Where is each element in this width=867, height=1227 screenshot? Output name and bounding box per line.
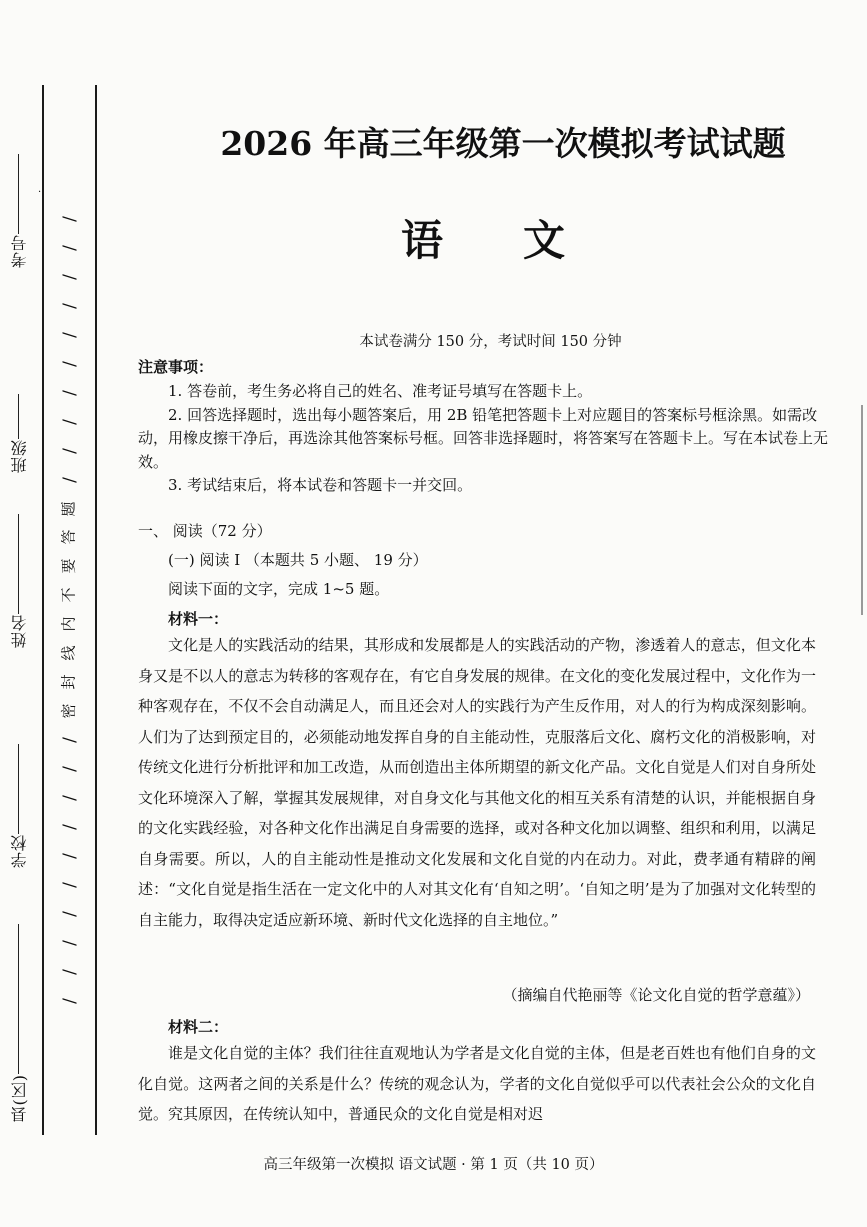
- seal-char: /: [59, 476, 80, 483]
- binding-line-outer: [42, 85, 44, 1135]
- field-label-county: 县(区): [9, 1074, 29, 1123]
- material1-text: 文化是人的实践活动的结果，其形成和发展都是人的实践活动的产物，渗透着人的意志，但文化本身又是不以人的意志为转移的客观存在，有它自身发展的规律。在文化的变化发展过程中，文化作为一种客观存在，不仅不会自动满足人，而且还会对人的实践行为产生反作用，对人的行为构成深刻影响。人们为了达到预定目的，必须能动地发挥自身的自主能动性，克服落后文化、腐朽文化的消极影响，对传统文化进行分析批评和加工改造，从而创造出主体所期望的新文化产品。文化自觉是人们对自身所处文化环境深入了解，掌握其发展规律，对自身文化与其他文化的相互关系有清楚的认识，并能根据自身的文化实践经验，对各种文化作出满足自身需要的选择，或对各种文化加以调整、组织和利用，以满足自身需要。所以，人的自主能动性是推动文化发展和文化自觉的内在动力。对此，费孝通有精辟的阐述：“文化自觉是指生活在一定文化中的人对其文化有‘自知之明’。‘自知之明’是为了加强对文化转型的自主能力，取得决定适应新环境、新时代文化选择的自主地位。”: [138, 636, 816, 929]
- seal-char: /: [59, 882, 80, 888]
- seal-char: 密: [59, 703, 78, 719]
- notice-item: 3. 考试结束后，将本试卷和答题卡一并交回。: [168, 476, 473, 494]
- seal-char: /: [59, 853, 80, 859]
- field-name: [2, 510, 36, 648]
- field-label-exam-number: 考号: [9, 234, 29, 268]
- field-label-school: 学校: [9, 834, 29, 868]
- notice-item: 1. 答卷前，考生务必将自己的姓名、准考证号填写在答题卡上。: [168, 382, 593, 400]
- seal-char: /: [59, 968, 80, 975]
- seal-char: /: [59, 389, 80, 396]
- seal-char: 封: [59, 674, 78, 690]
- exam-info: 本试卷满分 150 分，考试时间 150 分钟: [359, 334, 622, 350]
- seal-line-text: [56, 210, 86, 1010]
- material1-label: 材料一：: [168, 610, 229, 628]
- seal-char: /: [59, 911, 80, 917]
- seal-char: /: [59, 766, 80, 772]
- field-label-name: 姓名: [9, 614, 29, 648]
- dot-mark: ·: [38, 187, 42, 198]
- material2-text: 谁是文化自觉的主体？我们往往直观地认为学者是文化自觉的主体，但是老百姓也有他们自身的文化自觉。这两者之间的关系是什么？传统的观念认为，学者的文化自觉似乎可以代表社会公众的文化自觉。究其原因，在传统认知中，普通民众的文化自觉是相对迟: [138, 1044, 816, 1123]
- seal-char: /: [59, 245, 80, 251]
- seal-char: /: [59, 274, 80, 280]
- field-blank: [18, 394, 20, 439]
- seal-char: /: [59, 302, 80, 309]
- seal-char: 线: [59, 645, 78, 661]
- notice-title: 注意事项：: [138, 358, 214, 376]
- field-county: [2, 920, 36, 1122]
- seal-char: /: [59, 939, 80, 946]
- field-blank: [18, 924, 20, 1074]
- field-school: [2, 740, 36, 868]
- seal-char: /: [59, 216, 80, 222]
- binding-line-inner: [95, 85, 97, 1135]
- subject-title: 语文: [400, 216, 645, 265]
- section-heading: 一、 阅读（72 分）: [138, 522, 272, 540]
- seal-char: /: [59, 418, 80, 425]
- seal-char: /: [59, 447, 80, 454]
- field-exam-number: [2, 150, 36, 268]
- field-blank: [18, 744, 20, 834]
- part-heading: (一) 阅读 I （本题共 5 小题、 19 分）: [168, 551, 428, 569]
- field-blank: [18, 154, 20, 234]
- seal-char: /: [59, 824, 80, 830]
- seal-char: 要: [59, 558, 78, 574]
- notice-list: [138, 380, 843, 498]
- page-footer: 高三年级第一次模拟 语文试题 · 第 1 页（共 10 页）: [263, 1157, 604, 1173]
- seal-char: /: [59, 795, 80, 801]
- seal-char: /: [59, 331, 80, 338]
- instruction: 阅读下面的文字，完成 1~5 题。: [168, 580, 390, 598]
- field-blank: [18, 514, 20, 614]
- binding-column: [0, 0, 100, 1227]
- seal-char: 答: [59, 529, 78, 545]
- field-label-class: 班级: [9, 439, 29, 473]
- seal-char: /: [59, 360, 80, 367]
- seal-char: /: [59, 737, 80, 744]
- material1-source: （摘编自代艳丽等《论文化自觉的哲学意蕴》）: [502, 986, 810, 1004]
- seal-char: 题: [59, 501, 78, 517]
- exam-title: 2026 年高三年级第一次模拟考试试题: [220, 124, 786, 163]
- seal-char: 不: [59, 587, 78, 603]
- field-class: [2, 390, 36, 473]
- notice-item: 2. 回答选择题时，选出每小题答案后，用 2B 铅笔把答题卡上对应题目的答案标号框涂黑。如需改动，用橡皮擦干净后，再选涂其他答案标号框。回答非选择题时，将答案写在答题卡上。写在本试卷上无效。: [138, 405, 829, 471]
- seal-char: 内: [59, 616, 78, 632]
- material2-label: 材料二：: [168, 1018, 229, 1036]
- seal-char: /: [59, 997, 80, 1004]
